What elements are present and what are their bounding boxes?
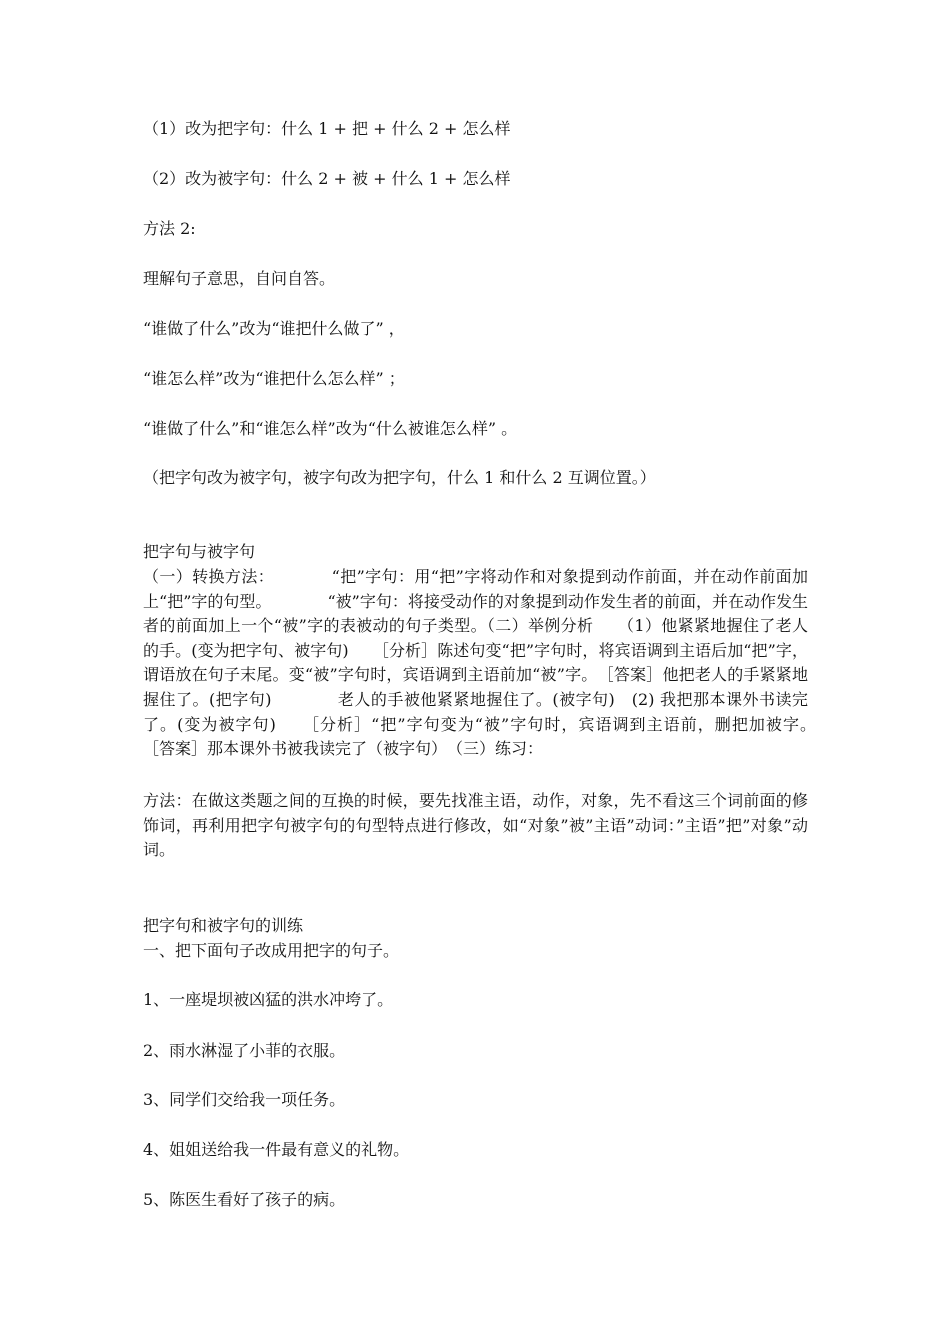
rule-line-bei: （2）改为被字句：什么 2 + 被 + 什么 1 + 怎么样 [143, 169, 511, 188]
exercise-instruction: 一、把下面句子改成用把字的句子。 [143, 941, 400, 960]
conversion-rule-1: “谁做了什么”改为“谁把什么做了” ， [143, 319, 405, 338]
conversion-explanation-paragraph: （一）转换方法： “把”字句：用“把”字将动作和对象提到动作前面，并在动作前面加上“把”字的句型。 “被”字句：将接受动作的对象提到动作发生者的前面，并在动作发生者的前面加上一个“被”字的表被动的句子类型。（二）举例分析 （1）他紧紧地握住了老人的手。(变为把字句、被字句) ［分析］陈述句变“把”字句时，将宾语调到主语后加“把”字，谓语放在句子末尾。变“被”字句时，宾语调到主语前加“被”字。 ［答案］他把老人的手紧紧地握住了。(把字句) 老人的手被他紧紧地握住了。(被字句) (2) 我把那本课外书读完了。(变为被字句) ［分析］“把”字句变为“被”字句时，宾语调到主语前，删把加被字。 ［答案］那本课外书被我读完了（被字句） （三）练习： [143, 567, 841, 759]
conversion-rule-2: “谁怎么样”改为“谁把什么怎么样” ； [143, 369, 405, 388]
method-paragraph: 方法：在做这类题之间的互换的时候，要先找准主语，动作，对象，先不看这三个词前面的修饰词，再利用把字句被字句的句型特点进行修改，如“对象”被”主语”动词：”主语”把”对象”动词。 [143, 791, 808, 860]
rule-line-ba: （1）改为把字句：什么 1 + 把 + 什么 2 + 怎么样 [143, 119, 511, 138]
method2-title: 方法 2: [143, 219, 196, 238]
exercise-item: 5、陈医生看好了孩子的病。 [143, 1190, 346, 1209]
section-title-training: 把字句和被字句的训练 [143, 916, 304, 935]
exercise-item: 1、一座堤坝被凶猛的洪水冲垮了。 [143, 990, 394, 1009]
exercise-item: 3、同学们交给我一项任务。 [143, 1090, 346, 1109]
exercise-item: 4、姐姐送给我一件最有意义的礼物。 [143, 1140, 410, 1159]
conversion-rule-3: “谁做了什么”和“谁怎么样”改为“什么被谁怎么样” 。 [143, 419, 518, 438]
understand-line: 理解句子意思，自问自答。 [143, 269, 336, 288]
section-title-ba-bei: 把字句与被字句 [143, 542, 256, 561]
swap-note: （把字句改为被字句，被字句改为把字句，什么 1 和什么 2 互调位置。） [143, 468, 656, 487]
exercise-item: 2、雨水淋湿了小菲的衣服。 [143, 1041, 346, 1060]
